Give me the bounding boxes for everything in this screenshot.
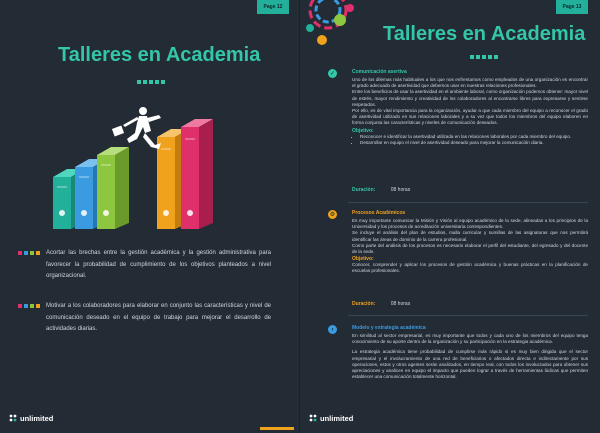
logo-text: unlimited: [20, 413, 54, 423]
objective-text: Conocer, comprender y aplicar los procesos de gestión académica y buenas prácticas en la planificación de escuelas profesionales.: [352, 262, 588, 274]
section-paragraph: Por ello, es de vital importancia para la organización, ayudar a que cada miembro del equipo a reconocer el grado de asertividad utilizado en sus relaciones laborales y a su vez que todos los miembros del equipo elaboren en forma conjunta las características y niveles de comunicación deseados.: [352, 108, 588, 126]
page-number-tab: Page 12: [257, 0, 289, 14]
duration-label: Duración:: [352, 187, 376, 193]
section-paragraph: Es muy importante comunicar la Misión y Visión al equipo académico de la sede, alineadas a los principios de la Universidad y los procesos de acreditación universitaria correspondientes.: [352, 218, 588, 230]
bullet-text: Acortar las brechas entre la gestión académica y la gestión administrativa para favorecer la probabilidad de cumplimiento de los objetivos planteados a nivel organizacional.: [46, 250, 271, 280]
logo-icon: [308, 413, 318, 423]
objective-label: Objetivo:: [352, 127, 374, 134]
page-title: Talleres en Academia: [383, 23, 586, 45]
workshop-section: [329, 210, 588, 315]
logo-text: unlimited: [320, 413, 354, 423]
bullet-marker: [18, 251, 40, 283]
section-heading: Procesos Académicos: [352, 210, 406, 216]
logo-icon: [8, 413, 18, 423]
brand-logo: [8, 413, 53, 423]
section-heading: Comunicación asertiva: [352, 69, 407, 75]
section-paragraph: La estrategia académica tiene probabilidad de cumplirse más rápido si es muy bien dirigida que el sector empresarial y el involucramiento de una red de beneficiarios o afectados directa e indirectamente por sus operaciones, estos y otros agentes serán analizados, en tiempo real, con todos los involucrados para obtener sus apreciaciones y analicen en equipo el impacto que pueden lograr a través de herramientas lúdicas que permiten establecer una comunicación totalmente horizontal.: [352, 349, 588, 380]
objective-bullet: [18, 248, 271, 283]
duration-label: Duración:: [352, 301, 376, 307]
duration-row: [352, 301, 410, 307]
bullet-marker: [18, 304, 40, 336]
duration-value: 08 horas: [390, 301, 411, 307]
objective-item: • Reconocer e identificar la asertividad utilizada en las relaciones laborales por cada miembro del equipo.: [360, 134, 588, 140]
objective-item: • Desarrollar en equipo el nivel de asertividad deseado para mejorar la comunicación diaria.: [360, 140, 588, 146]
section-paragraph: En similitud al sector empresarial, es muy importante que todos y cada uno de los miembros del equipo tenga conocimiento de su aporte dentro de la organización y su participación en la estrategia académica.: [352, 333, 588, 345]
title-decoration: [137, 80, 165, 84]
page-number-tab: Page 13: [556, 0, 588, 14]
objective-bullet: [18, 301, 271, 336]
section-heading: Modelo y estrategia académica: [352, 325, 426, 331]
section-paragraph: Como parte del análisis de los procesos es necesario elaborar el perfil del estudiante, del egresado y del docente de la sede.: [352, 242, 588, 255]
page-title: Talleres en Academia: [58, 44, 261, 66]
section-paragraph: Uno de los dilemas más habituales a los que nos enfrentamos como empleados de una organización es encontrar el grado adecuado de asertividad que debemos usar en nuestras relaciones profesionales.: [352, 77, 588, 89]
footer-bar: [260, 427, 294, 430]
bullet-text: Motivar a los colaboradores para elaborar en conjunto las características y nivel de comunicación deseado en el equipo de trabajo para mejorar el desarrollo de actividades diarias.: [46, 303, 271, 333]
workshop-section: [329, 69, 588, 199]
section-divider: [348, 202, 588, 203]
objective-list: [360, 134, 588, 146]
objective-label: Objetivo:: [352, 256, 374, 263]
section-paragraph: Se incluye el análisis del plan de estudios, malla curricular y sumillas de las asignaturas que nos permitirá identificar las áreas de dominio de la carrera profesional.: [352, 230, 588, 242]
gear-circles-decoration: [300, 0, 360, 50]
title-decoration: [470, 55, 498, 59]
duration-row: [352, 187, 410, 193]
duration-value: 08 horas: [390, 187, 411, 193]
gear-icon: ⚙: [329, 212, 336, 218]
section-paragraph: Entre los beneficios de usar la asertividad en el ambiente laboral, como organización podemos obtener: mayor nivel de estrés, mayor rendimiento y creatividad de los colaboradores al encontrarse libres para expresarse y sentirse respetados.: [352, 89, 588, 107]
right-page: [300, 0, 600, 433]
workshop-section: [331, 325, 588, 415]
check-icon: ✓: [329, 71, 336, 77]
chevron-right-icon: ›: [328, 325, 337, 334]
brand-logo: [308, 413, 353, 423]
section-divider: [348, 315, 588, 316]
growth-bars-illustration: [45, 105, 225, 235]
